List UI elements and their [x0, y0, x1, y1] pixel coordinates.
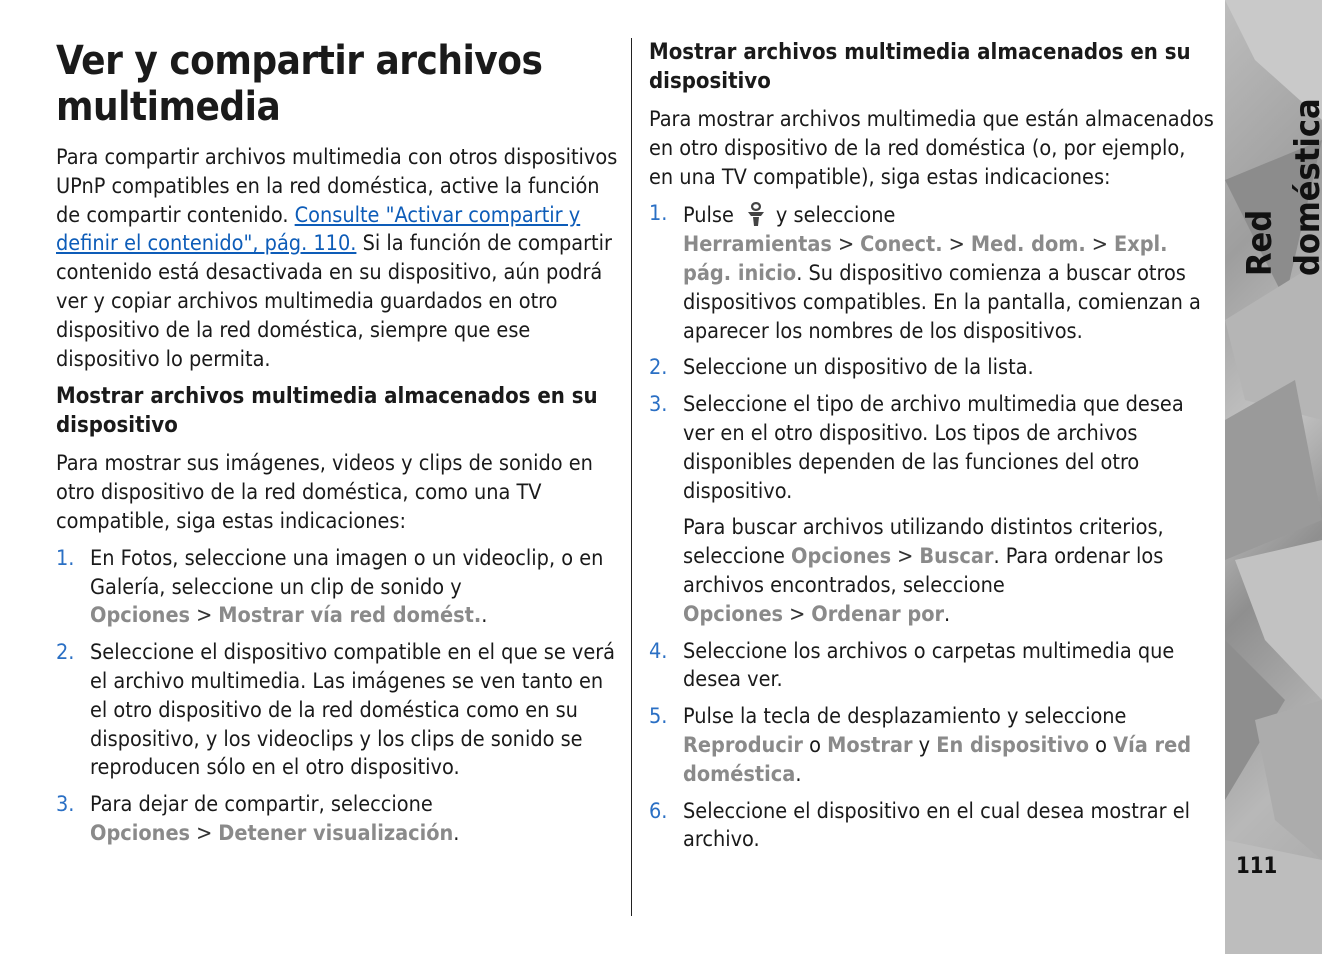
step-number: 3. [649, 392, 668, 418]
intro-text: Para compartir archivos multimedia con otros dispositivos UPnP compatibles en la red doméstica, active la función de compartir contenido. [56, 145, 618, 228]
menu-command: Mostrar vía red domést. [218, 603, 482, 629]
step-text: y seleccione [775, 203, 896, 229]
menu-separator: > [789, 601, 806, 627]
menu-command: Opciones [791, 544, 892, 570]
menu-separator: > [1091, 232, 1108, 258]
column-divider [631, 38, 632, 916]
conjunction: o [1089, 732, 1114, 758]
conjunction: o [802, 732, 828, 758]
conjunction: y [912, 732, 937, 758]
section-intro: Para mostrar sus imágenes, videos y clips de sonido en otro dispositivo de la red doméstica, como una TV compatible, siga estas indicaciones: [56, 451, 593, 534]
step-text: Seleccione el dispositivo en el cual desea mostrar el archivo. [683, 798, 1191, 853]
step-text: . Su dispositivo comienza a buscar otros dispositivos compatibles. En la pantalla, comienzan a aparecer los nombres de los dispositivos. [683, 260, 1201, 344]
list-item [649, 703, 1215, 789]
menu-separator: > [196, 820, 213, 846]
step-text: Seleccione el dispositivo compatible en el que se verá el archivo multimedia. Las imágenes se ven tanto en el otro dispositivo de la red doméstica como en su dispositivo, y los videoclips y los clips de sonido se reproducen sólo en el otro dispositivo. [90, 640, 616, 781]
step-number: 3. [56, 792, 75, 818]
note-end: . [944, 601, 951, 627]
step-text: Para dejar de compartir, seleccione [90, 792, 433, 818]
steps-list [56, 545, 622, 849]
list-item [649, 638, 1215, 696]
list-item [56, 791, 622, 849]
step-end: . [795, 761, 802, 787]
note-text: . Para ordenar los archivos encontrados, seleccione [683, 544, 1164, 598]
menu-separator: > [837, 232, 855, 258]
intro-text-continued: Si la función de compartir contenido está desactivada en su dispositivo, aún podrá ver y copiar archivos multimedia guardados en otro dispositivo de la red doméstica, siempre que ese dispositivo lo permita. [56, 231, 612, 372]
menu-command: Reproducir [683, 732, 803, 758]
left-column [56, 38, 622, 857]
list-item [649, 798, 1215, 856]
cross-reference-link[interactable]: Consulte "Activar compartir y definir el contenido", pág. 110. [56, 202, 581, 257]
menu-separator: > [948, 232, 965, 258]
menu-command: Vía red doméstica [683, 732, 1192, 787]
menu-command: Detener visualización [218, 820, 454, 846]
menu-command: En dispositivo [936, 732, 1090, 758]
menu-key-icon [742, 200, 770, 228]
step-number: 5. [649, 704, 668, 730]
intro-paragraph [56, 144, 622, 374]
menu-command: Expl. pág. inicio [683, 232, 1168, 286]
menu-command: Opciones [90, 603, 191, 629]
step-text: Pulse la tecla de desplazamiento y seleccione [683, 704, 1127, 730]
step-end: . [481, 603, 488, 629]
page-title: Ver y compartir archivos multimedia [56, 38, 543, 130]
section-intro: Para mostrar archivos multimedia que están almacenados en otro dispositivo de la red doméstica (o, por ejemplo, en una TV compatible), siga estas indicaciones: [649, 107, 1214, 190]
menu-command: Med. dom. [970, 232, 1086, 258]
step-text: Pulse [683, 203, 734, 229]
menu-command: Buscar [919, 544, 994, 570]
page-number: 111 [1236, 854, 1278, 879]
step-number: 4. [649, 638, 668, 664]
note-text: Para buscar archivos utilizando distintos criterios, seleccione [683, 515, 1164, 570]
step-note [683, 514, 1215, 629]
list-item [649, 200, 1215, 346]
menu-command: Opciones [90, 820, 191, 846]
step-text: Seleccione el tipo de archivo multimedia que desea ver en el otro dispositivo. Los tipos de archivos disponibles dependen de las funciones del otro dispositivo. [683, 392, 1184, 504]
list-item [649, 354, 1215, 383]
step-number: 2. [649, 355, 668, 381]
step-text: En Fotos, seleccione una imagen o un videoclip, o en Galería, seleccione un clip de sonido y [90, 545, 604, 600]
menu-command: Mostrar [827, 732, 913, 758]
step-number: 2. [56, 640, 75, 666]
list-item [649, 391, 1215, 629]
menu-command: Ordenar por [811, 601, 945, 627]
menu-command: Opciones [683, 601, 784, 627]
step-number: 1. [56, 545, 75, 571]
right-column [649, 38, 1215, 863]
section-heading: Mostrar archivos multimedia almacenados en su dispositivo [56, 384, 598, 439]
section-heading: Mostrar archivos multimedia almacenados en su dispositivo [649, 40, 1191, 94]
list-item [56, 639, 622, 783]
section-tab-label: Red doméstica [1240, 98, 1328, 276]
step-text: Seleccione los archivos o carpetas multimedia que desea ver. [683, 638, 1175, 693]
menu-command: Herramientas [683, 232, 832, 258]
menu-command: Conect. [860, 232, 943, 258]
step-number: 1. [649, 201, 668, 227]
steps-list [649, 200, 1215, 855]
step-number: 6. [649, 798, 668, 824]
menu-separator: > [897, 544, 914, 570]
step-end: . [453, 820, 460, 846]
menu-separator: > [196, 603, 213, 629]
list-item [56, 545, 622, 631]
step-text: Seleccione un dispositivo de la lista. [683, 355, 1034, 381]
